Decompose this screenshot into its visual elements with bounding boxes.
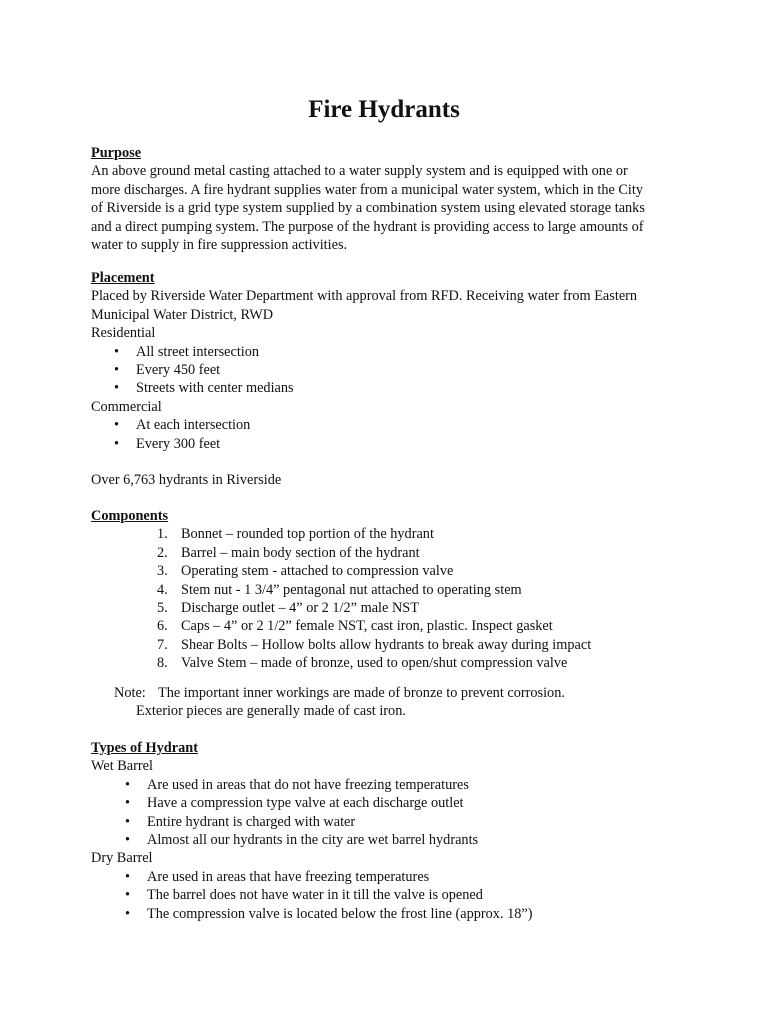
- dry-barrel-list: [91, 868, 691, 923]
- note-line: Exterior pieces are generally made of cast iron.: [136, 703, 406, 720]
- list-item: • At each intersection: [114, 417, 251, 434]
- list-item: 4. Stem nut - 1 3/4” pentagonal nut attached to operating stem: [157, 581, 522, 598]
- list-item: 6. Caps – 4” or 2 1/2” female NST, cast iron, plastic. Inspect gasket: [157, 618, 553, 635]
- bullet-icon: •: [125, 868, 131, 885]
- bullet-icon: •: [114, 362, 120, 379]
- purpose-line: and a direct pumping system. The purpose of the hydrant is providing access to large amounts of: [91, 218, 644, 235]
- purpose-line: water to supply in fire suppression activities.: [91, 237, 348, 254]
- placement-heading: Placement: [91, 270, 155, 286]
- residential-list: [91, 343, 691, 398]
- components-list: [91, 525, 691, 672]
- purpose-heading: Purpose: [91, 145, 142, 161]
- list-item: 5. Discharge outlet – 4” or 2 1/2” male NST: [157, 600, 419, 617]
- wet-barrel-list: [91, 776, 691, 850]
- bullet-icon: •: [114, 435, 120, 452]
- list-item: • Every 450 feet: [114, 362, 221, 379]
- bullet-icon: •: [114, 417, 120, 434]
- components-section: [91, 507, 691, 673]
- wet-barrel-label: Wet Barrel: [91, 758, 153, 775]
- list-item: • Every 300 feet: [114, 435, 221, 452]
- bullet-icon: •: [125, 832, 131, 849]
- residential-label: Residential: [91, 325, 156, 342]
- types-section: [91, 739, 691, 923]
- note-line: The important inner workings are made of bronze to prevent corrosion.: [158, 685, 565, 701]
- list-item: • Are used in areas that do not have freezing temperatures: [125, 776, 469, 793]
- bullet-icon: •: [114, 343, 120, 360]
- commercial-label: Commercial: [91, 398, 162, 415]
- list-item: • Entire hydrant is charged with water: [125, 813, 356, 830]
- list-item: • The barrel does not have water in it till the valve is opened: [125, 887, 483, 904]
- bullet-icon: •: [114, 380, 120, 397]
- placement-line: Placed by Riverside Water Department with approval from RFD. Receiving water from Eastern: [91, 288, 638, 305]
- purpose-section: [91, 144, 691, 254]
- types-heading: Types of Hydrant: [91, 740, 198, 756]
- list-item: • Streets with center medians: [114, 380, 294, 397]
- purpose-line: An above ground metal casting attached to a water supply system and is equipped with one or: [91, 163, 628, 180]
- placement-line: Municipal Water District, RWD: [91, 306, 274, 323]
- bullet-icon: •: [125, 905, 131, 922]
- list-item: • All street intersection: [114, 343, 260, 360]
- list-item: 1. Bonnet – rounded top portion of the hydrant: [157, 526, 434, 543]
- list-item: • Have a compression type valve at each discharge outlet: [125, 795, 464, 812]
- placement-section: [91, 269, 691, 489]
- note-label: Note:: [114, 685, 146, 701]
- hydrant-count: Over 6,763 hydrants in Riverside: [91, 472, 282, 489]
- bullet-icon: •: [125, 776, 131, 793]
- list-item: 8. Valve Stem – made of bronze, used to open/shut compression valve: [157, 655, 568, 672]
- purpose-line: more discharges. A fire hydrant supplies water from a municipal water system, which in the City: [91, 181, 644, 198]
- list-item: • Almost all our hydrants in the city are wet barrel hydrants: [125, 832, 479, 849]
- purpose-line: of Riverside is a grid type system supplied by a combination system using elevated storage tanks: [91, 200, 645, 217]
- list-item: • Are used in areas that have freezing temperatures: [125, 868, 430, 885]
- components-heading: Components: [91, 508, 169, 524]
- bullet-icon: •: [125, 887, 131, 904]
- list-item: 3. Operating stem - attached to compression valve: [157, 563, 454, 580]
- bullet-icon: •: [125, 813, 131, 830]
- list-item: • The compression valve is located below the frost line (approx. 18”): [125, 905, 533, 922]
- page-title: Fire Hydrants: [308, 96, 460, 123]
- dry-barrel-label: Dry Barrel: [91, 850, 153, 867]
- components-note: [114, 684, 674, 721]
- commercial-list: [91, 416, 691, 453]
- bullet-icon: •: [125, 795, 131, 812]
- list-item: 2. Barrel – main body section of the hydrant: [157, 544, 420, 561]
- list-item: 7. Shear Bolts – Hollow bolts allow hydrants to break away during impact: [157, 636, 592, 653]
